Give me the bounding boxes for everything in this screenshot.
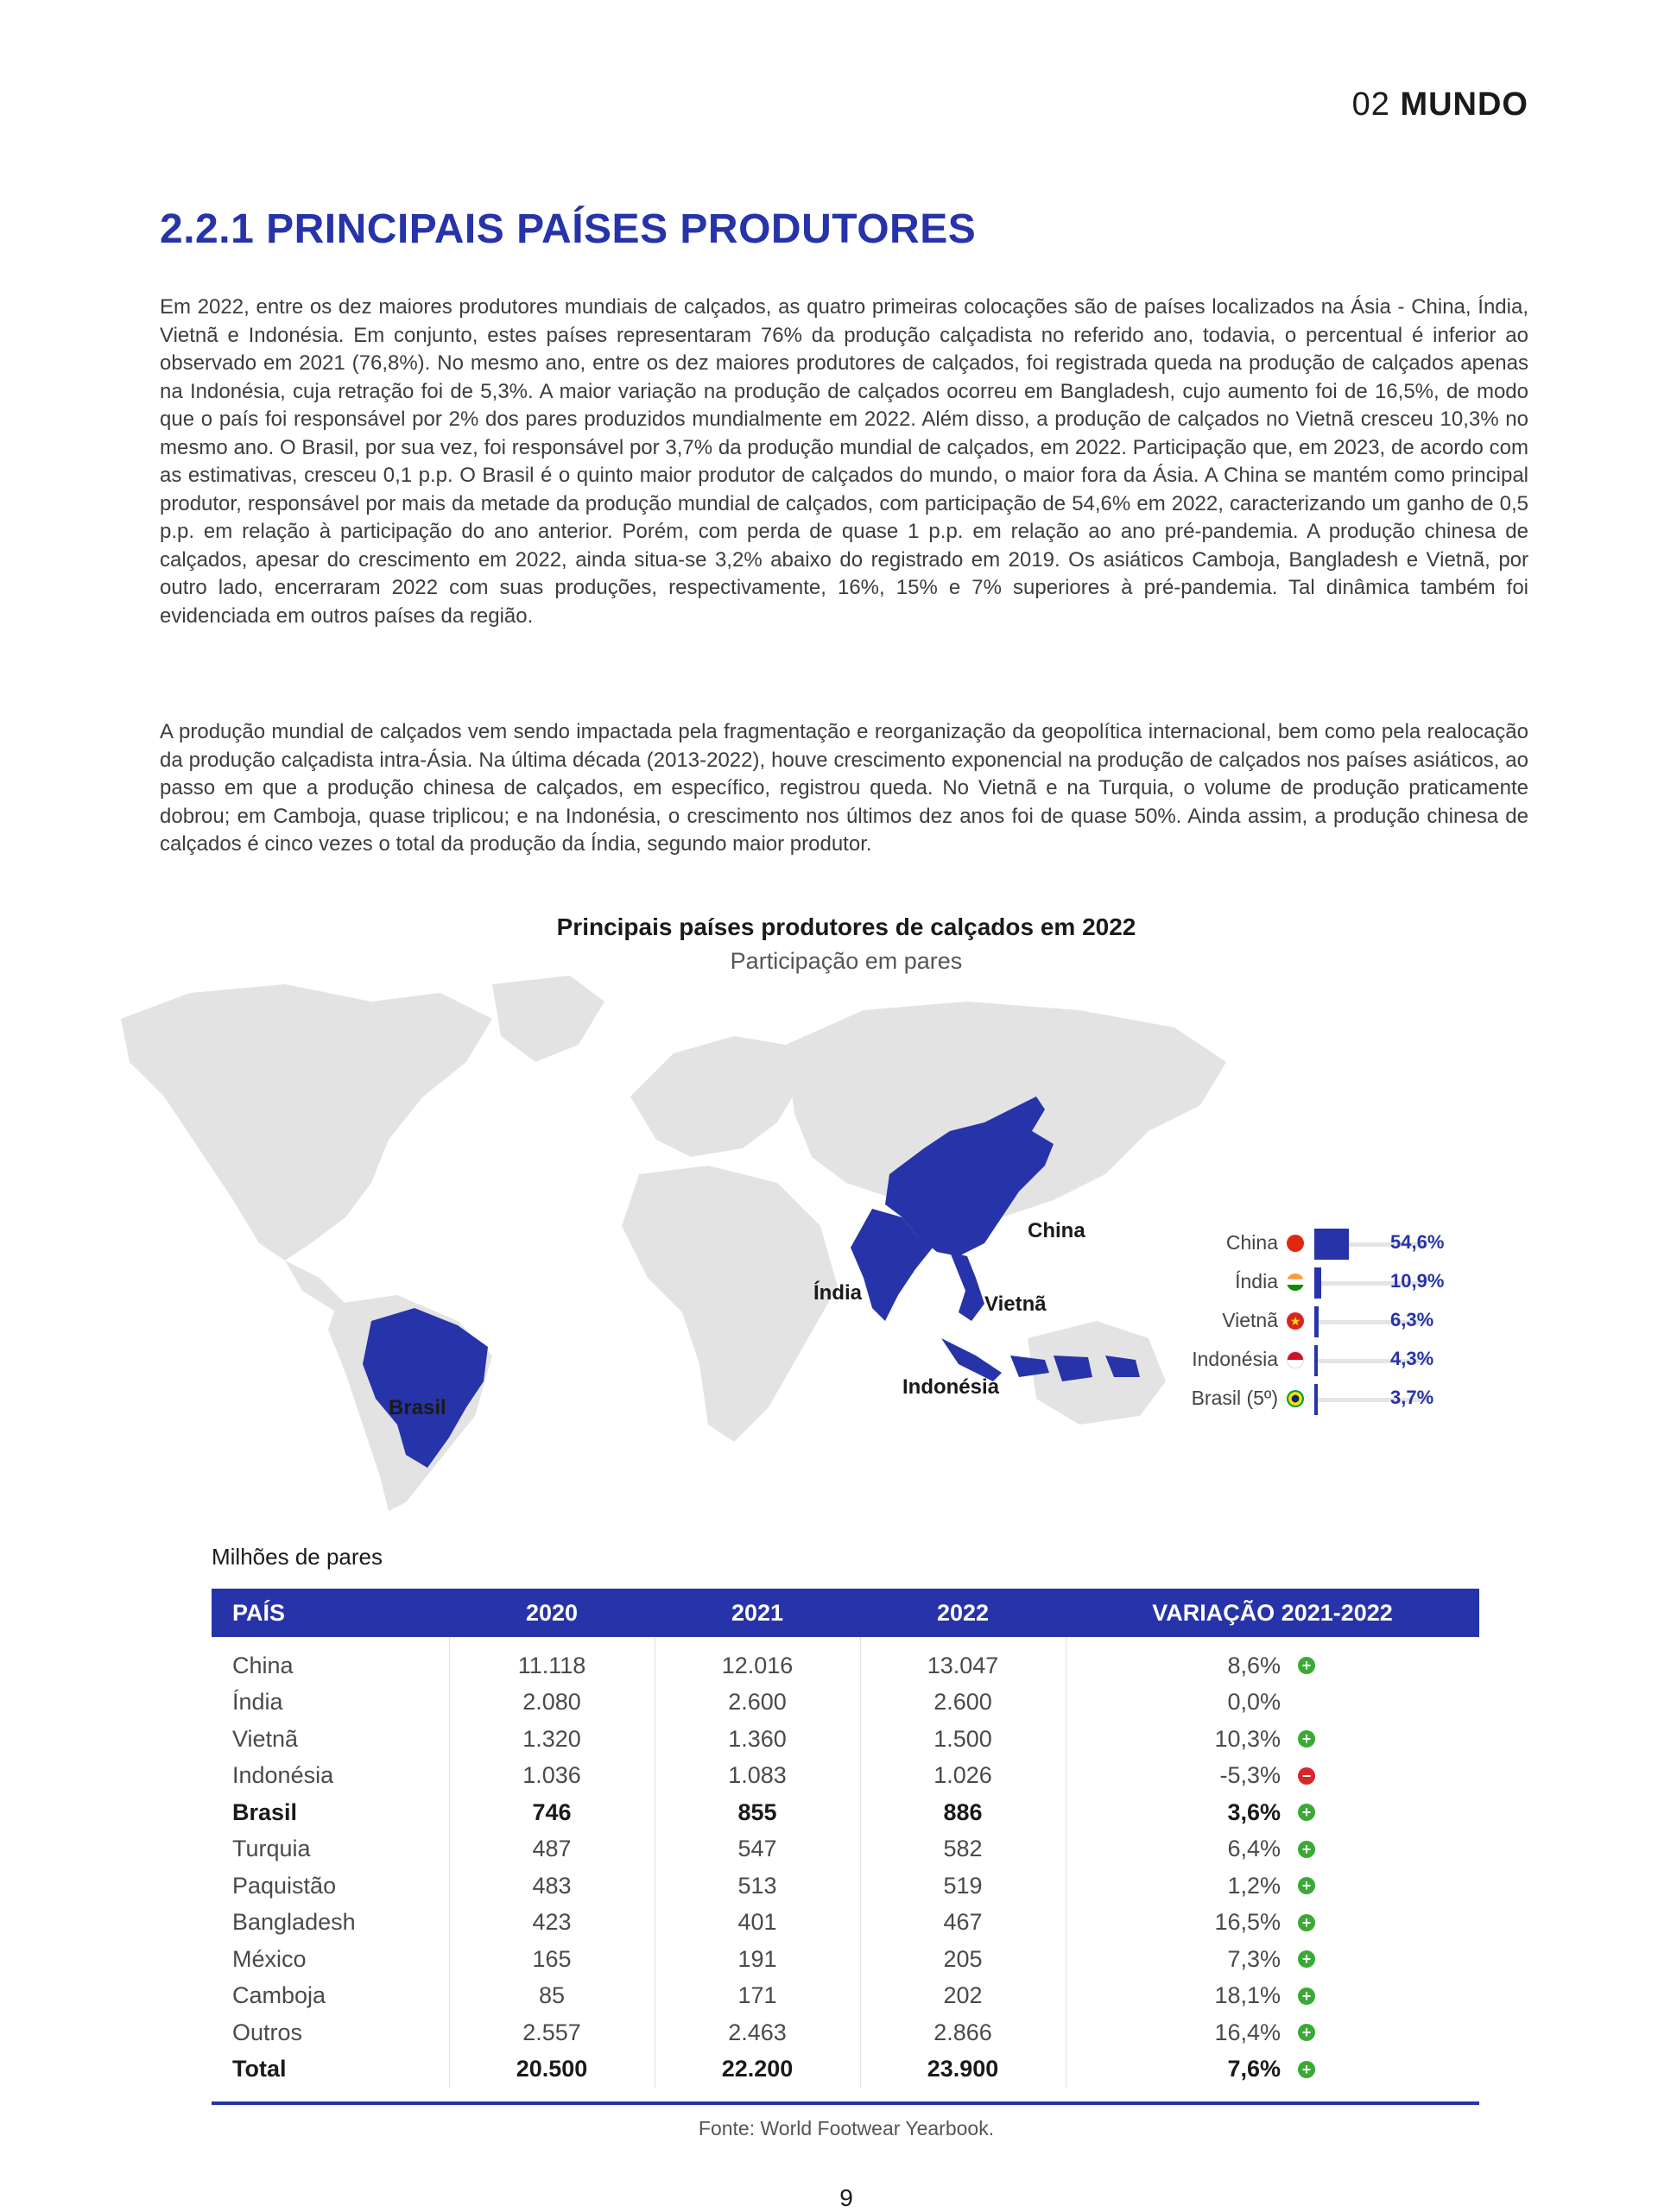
table-bottom-rule [212,2101,1479,2105]
central-america-shape [285,1261,345,1312]
cell-pais: Indonésia [232,1762,334,1789]
map-label-indonesia: Indonésia [902,1375,1000,1399]
legend-row [1131,1381,1477,1416]
table-caption: Milhões de pares [212,1544,383,1570]
cell-pais: Índia [232,1689,283,1716]
header-country: PAÍS [212,1589,449,1637]
plus-circle-icon: + [1298,2024,1315,2041]
plus-circle-icon: + [1298,1730,1315,1747]
cell-y2022: 1.026 [860,1758,1066,1795]
header-variation: VARIAÇÃO 2021-2022 [1066,1589,1479,1637]
cell-y2020: 746 [449,1794,655,1831]
table-row [212,1684,1479,1722]
header-2020: 2020 [449,1589,655,1637]
cell-variacao [1066,1794,1479,1831]
cell-pais: México [232,1945,307,1972]
cell-y2021: 513 [655,1868,860,1905]
variation-value: 8,6% [1227,1652,1281,1678]
cell-y2022: 2.600 [860,1684,1066,1722]
cell-y2020: 20.500 [449,2051,655,2089]
cell-y2022: 1.500 [860,1721,1066,1758]
source-note: Fonte: World Footwear Yearbook. [698,2117,995,2139]
cell-y2020: 483 [449,1868,655,1905]
cell-pais: Brasil [232,1798,298,1825]
cell-pais: China [232,1652,294,1678]
variation-value: 1,2% [1227,1872,1281,1899]
legend-bar [1314,1229,1349,1260]
cell-y2022: 13.047 [860,1637,1066,1684]
table-row [212,1758,1479,1795]
cell-y2021: 2.600 [655,1684,860,1722]
variation-value: 3,6% [1227,1798,1281,1825]
variation-value: 18,1% [1214,1982,1281,2009]
vietnam-flag-icon: ★ [1287,1312,1304,1330]
cell-variacao [1066,1941,1479,1978]
legend-value: 4,3% [1390,1348,1434,1369]
cell-y2021: 191 [655,1941,860,1978]
table-header-row [212,1589,1479,1637]
plus-circle-icon: + [1298,1914,1315,1931]
greenland-shape [492,976,604,1062]
cell-y2021: 401 [655,1905,860,1942]
plus-circle-icon: + [1298,1657,1315,1674]
africa-shape [622,1166,838,1442]
cell-y2020: 85 [449,1978,655,2015]
map-title: Principais países produtores de calçados em 2022 [556,913,1136,940]
plus-circle-icon: + [1298,1950,1315,1968]
plus-circle-icon: + [1298,1988,1315,2005]
cell-variacao [1066,1637,1479,1684]
vietnam-shape [950,1252,984,1321]
cell-pais: Turquia [232,1836,311,1862]
cell-variacao [1066,2014,1479,2051]
cell-pais: Paquistão [232,1872,337,1899]
page-number: 9 [839,2184,853,2211]
legend-country: Vietnã [1222,1309,1278,1331]
cell-y2020: 2.080 [449,1684,655,1722]
legend-country: Brasil (5º) [1191,1387,1278,1409]
cell-variacao [1066,2051,1479,2089]
cell-y2020: 11.118 [449,1637,655,1684]
cell-y2022: 205 [860,1941,1066,1978]
china-flag-icon [1287,1235,1304,1252]
legend-bar [1314,1267,1321,1299]
table-row [212,1868,1479,1905]
table-row [212,2051,1479,2089]
europe-shape [630,1036,803,1157]
cell-y2021: 1.083 [655,1758,860,1795]
cell-y2020: 1.036 [449,1758,655,1795]
production-table [212,1589,1479,2088]
legend-country: Índia [1235,1270,1278,1292]
table-row [212,1941,1479,1978]
paragraph-1: Em 2022, entre os dez maiores produtores mundiais de calçados, as quatro primeiras colocações são de países localizados na Ásia - China, Índia, Vietnã e Indonésia. Em conjunto, estes países representaram 76% da produção calçadista no referido ano, todavia, o percentual é inferior ao observado em 2021 (76,8%). No mesmo ano, entre os dez maiores produtores de calçados, foi registrada queda na produção de calçados apenas na Indonésia, cuja retração foi de 5,3%. A maior variação na produção de calçados ocorreu em Bangladesh, cujo aumento foi de 16,5%, de modo que o país foi responsável por 2% dos pares produzidos mundialmente em 2022. Além disso, a produção de calçados no Vietnã cresceu 10,3% no mesmo ano. O Brasil, por sua vez, foi responsável por 3,7% da produção mundial de calçados, em 2022. Participação que, em 2023, de acordo com as estimativas, cresceu 0,1 p.p. O Brasil é o quinto maior produtor de calçados do mundo, o maior fora da Ásia. A China se mantém como principal produtor, responsável por mais da metade da produção mundial de calçados, com participação de 54,6% em 2022, caracterizando um ganho de 0,5 p.p. em relação à participação do ano anterior. Porém, com perda de quase 1 p.p. em relação ao ano pré-pandemia. A produção chinesa de calçados, apesar do crescimento em 2022, ainda situa-se 3,2% abaixo do registrado em 2019. Os asiáticos Camboja, Bangladesh e Vietnã, por outro lado, encerraram 2022 com suas produções, respectivamente, 16%, 15% e 7% superiores à pré-pandemia. Tal dinâmica também foi evidenciada em outros países da região. [160,295,1528,628]
cell-y2021: 22.200 [655,2051,860,2089]
legend-country: Indonésia [1192,1348,1278,1370]
section-number: 02 [1351,86,1390,123]
map-label-india: Índia [813,1281,863,1305]
cell-pais: Camboja [232,1982,326,2009]
legend-value: 3,7% [1390,1387,1434,1408]
variation-value: 0,0% [1227,1689,1281,1716]
map-subtitle: Participação em pares [730,948,963,974]
cell-pais: Outros [232,2019,303,2045]
plus-circle-icon: + [1298,1841,1315,1858]
minus-circle-icon: − [1298,1767,1315,1785]
variation-value: -5,3% [1219,1762,1281,1789]
cell-variacao [1066,1978,1479,2015]
cell-variacao [1066,1684,1479,1722]
map-label-brazil: Brasil [389,1396,446,1419]
plus-circle-icon: + [1298,1804,1315,1821]
cell-y2021: 855 [655,1794,860,1831]
cell-y2021: 12.016 [655,1637,860,1684]
india-flag-icon [1287,1273,1304,1291]
brazil-flag-icon [1287,1390,1304,1407]
variation-value: 7,6% [1227,2056,1281,2082]
cell-y2020: 1.320 [449,1721,655,1758]
section-header [1352,86,1528,123]
legend-value: 6,3% [1390,1309,1434,1330]
legend-value: 54,6% [1390,1231,1445,1253]
table-row [212,2014,1479,2051]
cell-pais: Vietnã [232,1725,299,1752]
cell-y2022: 519 [860,1868,1066,1905]
cell-y2020: 423 [449,1905,655,1942]
cell-y2022: 2.866 [860,2014,1066,2051]
cell-variacao [1066,1758,1479,1795]
table-row [212,1831,1479,1868]
cell-y2022: 886 [860,1794,1066,1831]
cell-variacao [1066,1905,1479,1942]
cell-y2021: 1.360 [655,1721,860,1758]
north-america-shape [121,984,492,1261]
legend-value: 10,9% [1390,1270,1445,1292]
cell-y2020: 165 [449,1941,655,1978]
cell-y2022: 467 [860,1905,1066,1942]
cell-variacao [1066,1721,1479,1758]
legend-row [1131,1265,1477,1299]
table-row [212,1905,1479,1942]
legend-row [1131,1304,1477,1338]
page-title: 2.2.1 PRINCIPAIS PAÍSES PRODUTORES [160,206,977,252]
paragraph-2: A produção mundial de calçados vem sendo impactada pela fragmentação e reorganização da geopolítica internacional, bem como pela realocação da produção calçadista intra-Ásia. Na última década (2013-2022), houve crescimento exponencial na produção de calçados nos países asiáticos, ao passo em que a produção chinesa de calçados, em específico, registrou queda. No Vietnã e na Turquia, o volume de produção praticamente dobrou; em Camboja, quase triplicou; e na Indonésia, o crescimento nos últimos dez anos foi de quase 50%. Ainda assim, a produção chinesa de calçados é cinco vezes o total da produção da Índia, segundo maior produtor. [160,720,1528,856]
cell-y2020: 2.557 [449,2014,655,2051]
variation-value: 6,4% [1227,1836,1281,1862]
header-2021: 2021 [655,1589,860,1637]
table-row [212,1978,1479,2015]
map-label-china: China [1028,1219,1085,1242]
world-landmass [121,976,1226,1511]
cell-y2022: 202 [860,1978,1066,2015]
legend-bar [1314,1306,1319,1337]
cell-pais: Total [232,2056,287,2082]
cell-y2022: 582 [860,1831,1066,1868]
legend-bar [1314,1384,1318,1415]
variation-value: 10,3% [1214,1725,1281,1752]
cell-y2021: 547 [655,1831,860,1868]
variation-value: 16,4% [1214,2019,1281,2045]
table-row [212,1721,1479,1758]
header-2022: 2022 [860,1589,1066,1637]
map-label-vietnam: Vietnã [984,1292,1047,1316]
plus-circle-icon: + [1298,2061,1315,2078]
table-row [212,1794,1479,1831]
variation-value: 7,3% [1227,1945,1281,1972]
legend-bar [1314,1345,1318,1376]
legend-country: China [1225,1231,1278,1254]
legend-row [1131,1343,1477,1377]
cell-y2021: 2.463 [655,2014,860,2051]
cell-variacao [1066,1868,1479,1905]
legend-row [1131,1226,1477,1261]
cell-y2020: 487 [449,1831,655,1868]
cell-y2021: 171 [655,1978,860,2015]
plus-circle-icon: + [1298,1877,1315,1894]
section-name: MUNDO [1400,86,1528,123]
indonesia-flag-icon [1287,1351,1304,1368]
variation-value: 16,5% [1214,1909,1281,1936]
cell-y2022: 23.900 [860,2051,1066,2089]
table-row [212,1637,1479,1684]
cell-variacao [1066,1831,1479,1868]
cell-pais: Bangladesh [232,1909,356,1936]
